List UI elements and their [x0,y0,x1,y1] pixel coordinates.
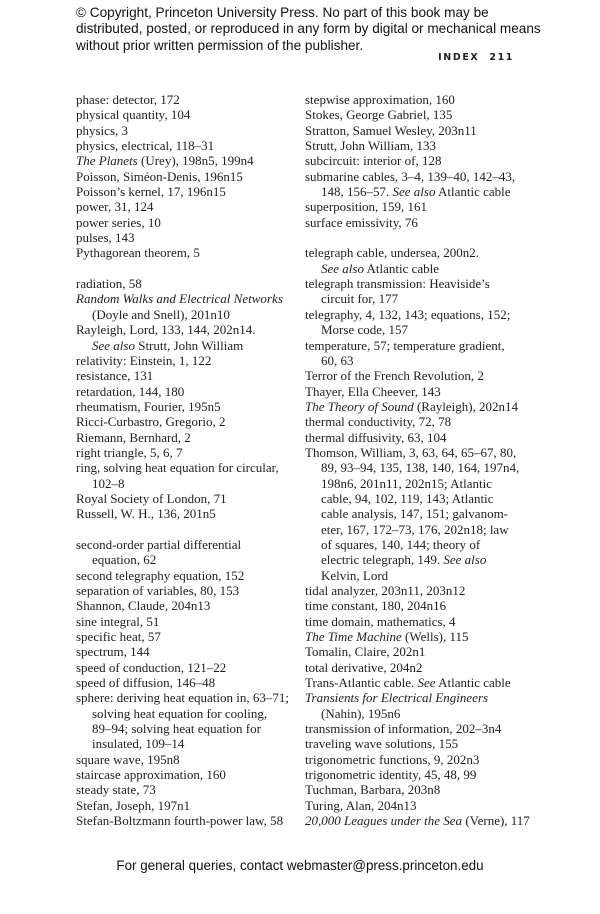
entry-text: physics, 3 [76,122,128,138]
index-entry-line [76,384,311,399]
index-entry-line [305,199,540,214]
letter-group [305,92,540,230]
index-entry-line [76,690,311,705]
index-entry-line [76,767,311,782]
entry-text: Poisson’s kernel, 17, 196n15 [76,184,226,200]
index-entry-continuation [305,552,540,567]
entry-text: radiation, 58 [76,276,142,292]
entry-text: Trans-Atlantic cable. [305,675,418,691]
entry-text: traveling wave solutions, 155 [305,736,459,752]
index-entry [76,92,311,107]
index-entry [76,583,311,598]
index-entry-line [76,276,311,291]
index-entry-line [76,798,311,813]
index-entry-line [76,644,311,659]
index-entry [76,813,311,828]
index-entry-continuation [305,491,540,506]
italic-title-text: See [417,675,436,691]
index-entry-line [305,583,540,598]
index-entry-line [305,138,540,153]
entry-text: (Verne), 117 [462,813,530,829]
entry-text: thermal conductivity, 72, 78 [305,414,452,430]
entry-text: phase: detector, 172 [76,92,180,107]
index-entry [305,614,540,629]
entry-text: Strutt, John William [134,337,244,353]
index-entry [305,107,540,122]
entry-text: Poisson, Siméon-Denis, 196n15 [76,168,243,184]
index-entry [76,598,311,613]
entry-text: rheumatism, Fourier, 195n5 [76,398,221,414]
entry-text: spectrum, 144 [76,644,150,660]
entry-text: subcircuit: interior of, 128 [305,153,442,169]
italic-title-text: See also [92,337,135,353]
entry-text: pulses, 143 [76,230,135,246]
index-entry [76,629,311,644]
index-entry [305,583,540,598]
index-column-left [76,92,311,844]
entry-text: 102–8 [92,475,125,491]
index-entry [76,690,311,751]
entry-text: circuit for, 177 [321,291,399,307]
entry-text: submarine cables, 3–4, 139–40, 142–43, [305,168,516,184]
index-entry-continuation [305,537,540,552]
index-entry [76,752,311,767]
index-entry-line [305,92,540,107]
entry-text: Royal Society of London, 71 [76,490,227,506]
index-entry-line [76,399,311,414]
entry-text: electric telegraph, 149. [321,552,444,568]
entry-text: ring, solving heat equation for circular, [76,460,279,476]
index-entry-line [76,184,311,199]
index-entry-line [76,491,311,506]
index-entry [305,245,540,276]
index-entry [305,752,540,767]
entry-text: Thomson, William, 3, 63, 64, 65–67, 80, [305,444,517,460]
index-entry-continuation [305,261,540,276]
index-entry [305,92,540,107]
index-entry-continuation [76,721,311,736]
entry-text: time domain, mathematics, 4 [305,613,456,629]
index-entry [76,245,311,260]
index-entry [76,660,311,675]
index-entry-line [305,629,540,644]
entry-text: Shannon, Claude, 204n13 [76,598,211,614]
index-entry-line [76,813,311,828]
index-entry-line [305,721,540,736]
index-entry-line [76,414,311,429]
index-entry [305,276,540,307]
index-entry-line [305,414,540,429]
entry-text: Turing, Alan, 204n13 [305,797,417,813]
index-entry-line [76,614,311,629]
entry-text: 198n6, 201n11, 202n15; Atlantic [321,475,493,491]
index-entry-line [76,153,311,168]
entry-text: solving heat equation for cooling, [92,705,268,721]
entry-text: second-order partial differential [76,536,242,552]
entry-text: staircase approximation, 160 [76,767,226,783]
entry-text: tidal analyzer, 203n11, 203n12 [305,583,466,598]
italic-title-text: Transients for Electrical Engineers [305,690,489,706]
index-entry [305,199,540,214]
page-number: 211 [489,52,514,63]
index-entry-line [305,245,540,260]
index-entry-line [305,169,540,184]
entry-text: right triangle, 5, 6, 7 [76,444,183,460]
index-entry [76,644,311,659]
index-entry-continuation [305,476,540,491]
index-entry-continuation [76,338,311,353]
index-entry [305,644,540,659]
italic-title-text: See also [392,184,436,200]
index-entry [305,690,540,721]
entry-text: speed of diffusion, 146–48 [76,675,216,691]
entry-text: Atlantic cable [363,260,440,276]
index-entry [76,675,311,690]
index-entry [305,169,540,200]
letter-group [76,92,311,261]
index-entry [305,307,540,338]
index-entry-line [76,629,311,644]
entry-text: Pythagorean theorem, 5 [76,245,200,261]
entry-text: telegraphy, 4, 132, 143; equations, 152; [305,306,511,322]
index-entry [76,322,311,353]
letter-group [76,276,311,522]
index-entry-line [305,153,540,168]
index-entry-continuation [305,460,540,475]
entry-text: Atlantic cable [435,184,511,200]
index-entry [305,430,540,445]
italic-title-text: See also [321,260,364,276]
index-entry [76,537,311,568]
index-entry [76,414,311,429]
entry-text: speed of conduction, 121–22 [76,659,227,675]
index-entry-continuation [305,353,540,368]
index-entry-continuation [305,568,540,583]
index-entry [76,230,311,245]
index-entry-line [76,230,311,245]
entry-text: retardation, 144, 180 [76,383,185,399]
index-entry-line [76,782,311,797]
entry-text: 60, 63 [321,352,354,368]
entry-text: Rayleigh, Lord, 133, 144, 202n14. [76,322,256,338]
index-entry-line [305,368,540,383]
index-entry-line [305,767,540,782]
index-entry [305,629,540,644]
entry-text: cable analysis, 147, 151; galvanom- [321,506,509,522]
section-title: INDEX [438,52,480,63]
index-entry [305,123,540,138]
entry-text: 89–94; solving heat equation for [92,721,261,737]
entry-text: superposition, 159, 161 [305,199,428,215]
entry-text: sine integral, 51 [76,613,160,629]
entry-text: (Urey), 198n5, 199n4 [137,153,254,169]
entry-text: trigonometric identity, 45, 48, 99 [305,767,477,783]
index-entry [305,660,540,675]
entry-text: Morse code, 157 [321,322,409,338]
entry-text: Russell, W. H., 136, 201n5 [76,506,216,522]
copyright-notice: © Copyright, Princeton University Press. No part of this book may be distributed, posted, or reproduced in any form by digital or mechanical means without prior written permission of the publisher. [76,5,541,53]
italic-title-text: The Time Machine [305,629,402,645]
index-entry [305,414,540,429]
entry-text: Atlantic cable [435,675,511,691]
entry-text: separation of variables, 80, 153 [76,583,240,598]
entry-text: square wave, 195n8 [76,751,180,767]
index-entry [305,721,540,736]
index-entry-line [76,568,311,583]
entry-text: Thayer, Ella Cheever, 143 [305,383,441,399]
index-entry-continuation [76,706,311,721]
index-entry [76,614,311,629]
entry-text: (Doyle and Snell), 201n10 [92,306,230,322]
entry-text: surface emissivity, 76 [305,214,418,230]
entry-text: Strutt, John William, 133 [305,138,437,154]
entry-text: Riemann, Bernhard, 2 [76,429,191,445]
index-entry [305,445,540,583]
index-entry-continuation [76,307,311,322]
entry-text: specific heat, 57 [76,629,161,645]
index-entry-line [305,399,540,414]
index-entry-line [76,752,311,767]
entry-text: resistance, 131 [76,368,154,384]
index-entry-line [305,445,540,460]
entry-text: insulated, 109–14 [92,736,185,752]
entry-text: power, 31, 124 [76,199,154,215]
index-entry [305,782,540,797]
index-entry-line [305,215,540,230]
index-entry-line [76,92,311,107]
index-entry [76,353,311,368]
entry-text: Kelvin, Lord [321,567,389,583]
index-entry-line [305,123,540,138]
index-entry-line [76,445,311,460]
index-entry [76,491,311,506]
entry-text: Stratton, Samuel Wesley, 203n11 [305,122,477,138]
entry-text: physics, electrical, 118–31 [76,138,215,154]
index-entry [305,675,540,690]
index-entry-line [76,675,311,690]
entry-text: temperature, 57; temperature gradient, [305,337,505,353]
index-entry-continuation [76,552,311,567]
index-entry-line [305,598,540,613]
entry-text: eter, 167, 172–73, 176, 202n18; law [321,521,509,537]
index-entry-line [76,169,311,184]
index-entry-line [76,199,311,214]
entry-text: (Wells), 115 [401,629,469,645]
index-entry [76,798,311,813]
index-entry [76,215,311,230]
entry-text: relativity: Einstein, 1, 122 [76,352,212,368]
entry-text: equation, 62 [92,552,157,568]
entry-text: Ricci-Curbastro, Gregorio, 2 [76,414,226,430]
index-entry [305,598,540,613]
entry-text: second telegraphy equation, 152 [76,567,245,583]
index-entry-line [76,138,311,153]
index-entry-line [305,430,540,445]
index-entry-line [305,675,540,690]
index-entry-line [305,384,540,399]
entry-text: time constant, 180, 204n16 [305,598,447,614]
index-entry [76,199,311,214]
italic-title-text: Random Walks and Electrical Networks [76,291,283,307]
entry-text: 148, 156–57. [321,184,393,200]
index-entry-line [305,644,540,659]
index-entry-line [305,813,540,828]
index-entry-line [76,460,311,475]
index-entry-line [76,660,311,675]
index-entry [305,798,540,813]
entry-text: Terror of the French Revolution, 2 [305,368,484,384]
index-entry [76,107,311,122]
entry-text: thermal diffusivity, 63, 104 [305,429,447,445]
index-entry [76,123,311,138]
index-entry-line [305,307,540,322]
entry-text: stepwise approximation, 160 [305,92,455,107]
index-entry-continuation [76,736,311,751]
index-column-right [305,92,540,844]
letter-group [76,537,311,829]
index-entry [76,153,311,168]
index-entry [76,184,311,199]
running-head [428,52,514,63]
entry-text: steady state, 73 [76,782,156,798]
index-entry-continuation [305,506,540,521]
index-entry-line [305,614,540,629]
index-entry-continuation [305,706,540,721]
letter-group [305,245,540,828]
index-entry [76,782,311,797]
index-entry-line [305,782,540,797]
index-entry-line [76,598,311,613]
index-entry-line [76,245,311,260]
index-entry-line [305,338,540,353]
index-entry-line [76,353,311,368]
index-entry [305,153,540,168]
italic-title-text: 20,000 Leagues under the Sea [305,813,463,829]
index-entry-line [76,322,311,337]
entry-text: total derivative, 204n2 [305,659,423,675]
entry-text: telegraph cable, undersea, 200n2. [305,245,479,261]
index-entry [76,291,311,322]
index-entry-line [305,690,540,705]
index-entry [305,399,540,414]
index-entry [76,568,311,583]
index-entry [305,138,540,153]
index-entry-line [305,660,540,675]
footer-contact: For general queries, contact webmaster@press.princeton.edu [116,858,484,873]
entry-text: cable, 94, 102, 119, 143; Atlantic [321,490,494,506]
index-entry [305,215,540,230]
index-entry-line [305,107,540,122]
index-entry-line [76,215,311,230]
italic-title-text: The Theory of Sound [305,398,414,414]
entry-text: trigonometric functions, 9, 202n3 [305,751,480,767]
index-entry [305,338,540,369]
index-entry [76,276,311,291]
entry-text: (Rayleigh), 202n14 [413,398,519,414]
index-entry-continuation [76,476,311,491]
index-entry [305,368,540,383]
index-entry [76,506,311,521]
entry-text: 89, 93–94, 135, 138, 140, 164, 197n4, [321,460,520,476]
entry-text: power series, 10 [76,214,161,230]
index-entry [76,430,311,445]
entry-text: transmission of information, 202–3n4 [305,721,502,737]
italic-title-text: The Planets [76,153,138,169]
index-entry-line [76,583,311,598]
entry-text: Stefan, Joseph, 197n1 [76,797,191,813]
index-entry [76,445,311,460]
index-entry-line [305,276,540,291]
index-entry-continuation [305,322,540,337]
index-entry [305,384,540,399]
index-entry-line [76,506,311,521]
italic-title-text: See also [443,552,487,568]
index-entry-continuation [305,184,540,199]
index-entry-line [76,368,311,383]
index-entry-line [305,798,540,813]
entry-text: physical quantity, 104 [76,107,191,123]
entry-text: Tuchman, Barbara, 203n8 [305,782,441,798]
entry-text: sphere: deriving heat equation in, 63–71; [76,690,290,706]
index-entry [76,169,311,184]
index-entry-line [76,123,311,138]
index-entry-line [76,107,311,122]
index-entry-line [76,430,311,445]
index-entry [76,399,311,414]
entry-text: telegraph transmission: Heaviside’s [305,276,490,292]
entry-text: (Nahin), 195n6 [321,705,401,721]
index-entry-line [76,537,311,552]
index-entry [76,460,311,491]
entry-text: Stokes, George Gabriel, 135 [305,107,453,123]
index-entry [76,138,311,153]
entry-text: Stefan-Boltzmann fourth-power law, 58 [76,813,284,829]
index-entry [305,767,540,782]
index-entry-line [305,736,540,751]
index-entry [76,368,311,383]
index-entry-line [76,291,311,306]
entry-text: Tomalin, Claire, 202n1 [305,644,426,660]
index-entry [76,767,311,782]
index-entry-continuation [305,522,540,537]
index-entry [76,384,311,399]
index-entry-line [305,752,540,767]
index-entry-continuation [305,291,540,306]
index-entry [305,736,540,751]
index-entry [305,813,540,828]
entry-text: of squares, 140, 144; theory of [321,536,481,552]
